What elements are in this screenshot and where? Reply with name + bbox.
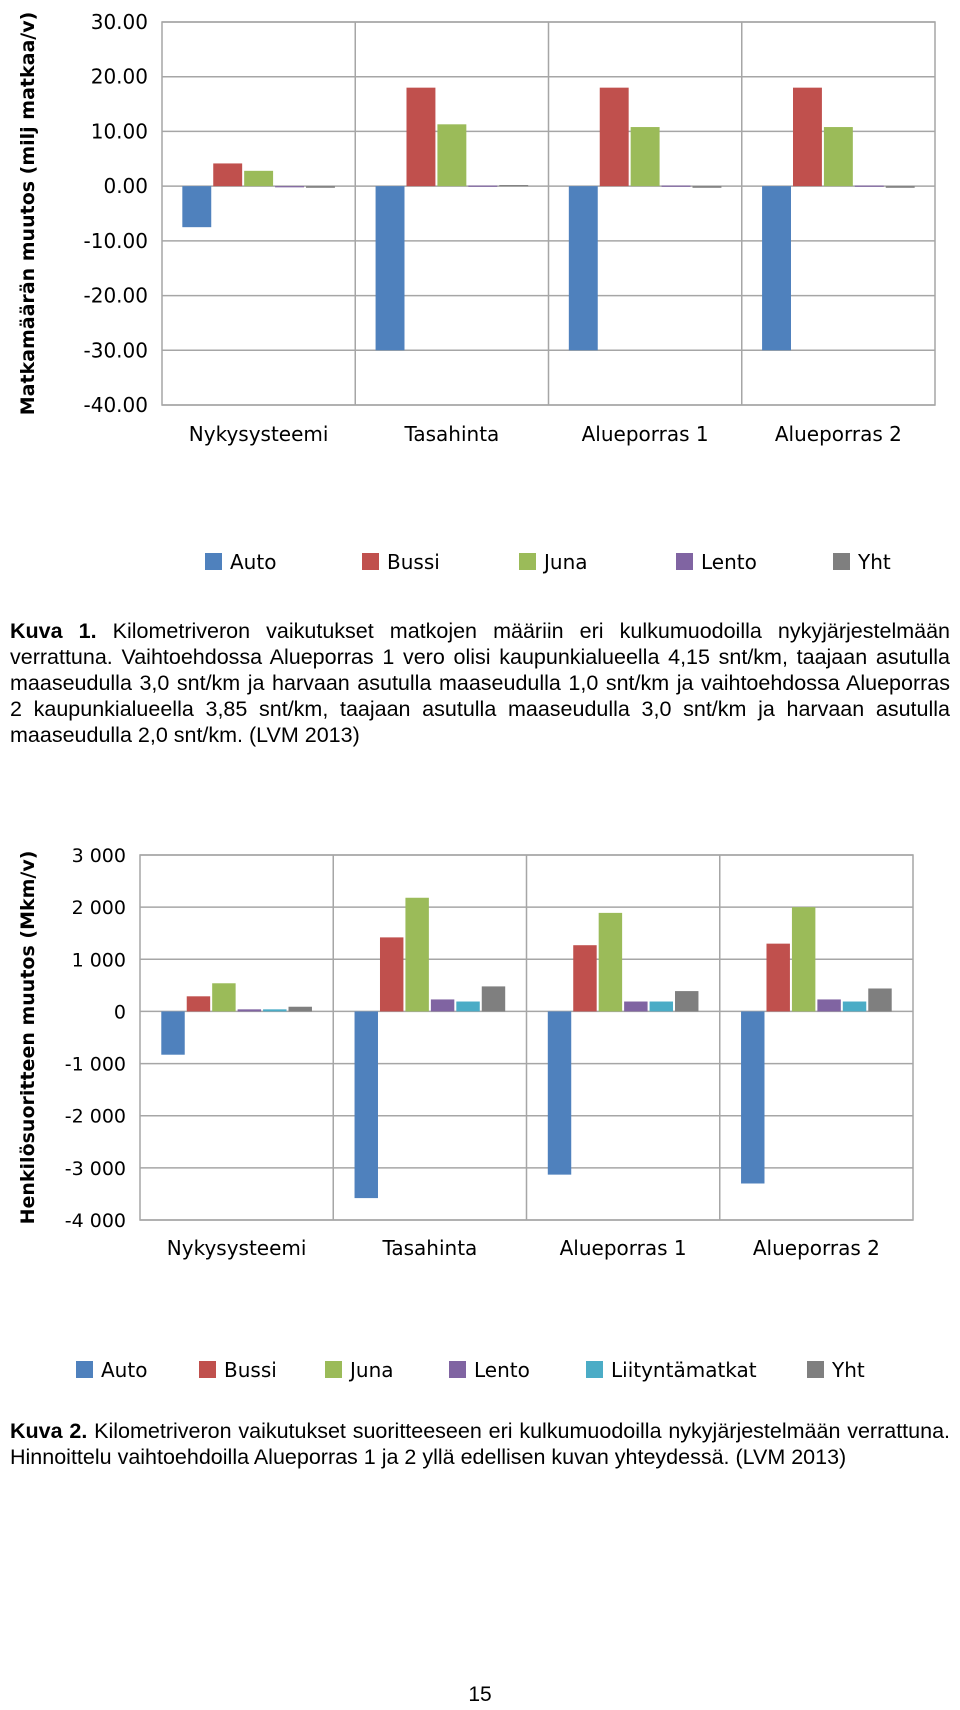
- legend-swatch: [205, 553, 222, 570]
- bar: [569, 186, 598, 350]
- y-axis-label: Matkamäärän muutos (milj matkaa/v): [17, 11, 39, 416]
- y-tick-label: 10.00: [90, 119, 148, 144]
- bar: [631, 127, 660, 186]
- legend-swatch: [833, 553, 850, 570]
- bar: [662, 186, 691, 187]
- bar: [868, 988, 891, 1011]
- y-tick-label: -1 000: [64, 1053, 126, 1076]
- bar: [437, 124, 466, 186]
- x-tick-label: Alueporras 2: [752, 1236, 880, 1260]
- bar: [499, 185, 528, 186]
- legend-swatch: [449, 1361, 466, 1378]
- bar: [693, 186, 722, 188]
- y-tick-label: 20.00: [90, 64, 148, 89]
- legend-label: Bussi: [387, 550, 440, 574]
- bar: [843, 1002, 866, 1012]
- y-tick-label: -10.00: [83, 228, 148, 253]
- bar: [212, 983, 235, 1011]
- legend-swatch: [199, 1361, 216, 1378]
- x-tick-label: Tasahinta: [382, 1236, 478, 1260]
- bar: [380, 937, 403, 1011]
- y-axis-label: Henkilösuoritteen muutos (Mkm/v): [17, 850, 39, 1225]
- bar: [187, 996, 210, 1011]
- x-tick-label: Nykysysteemi: [188, 422, 329, 446]
- y-tick-label: -3 000: [64, 1157, 126, 1180]
- bar: [675, 991, 698, 1011]
- legend-label: Juna: [350, 1358, 394, 1382]
- y-tick-label: -30.00: [83, 338, 148, 363]
- x-tick-label: Alueporras 1: [559, 1236, 687, 1260]
- legend-swatch: [586, 1361, 603, 1378]
- bar: [548, 1011, 571, 1174]
- bar: [275, 186, 304, 187]
- bar: [762, 186, 791, 350]
- bar: [650, 1002, 673, 1012]
- bar: [855, 186, 884, 187]
- legend-label: Auto: [230, 550, 277, 574]
- chart-trip-change: [0, 0, 960, 600]
- bar: [182, 186, 211, 227]
- legend-swatch: [807, 1361, 824, 1378]
- y-tick-label: 0: [113, 1001, 126, 1024]
- y-tick-label: 0.00: [103, 174, 148, 199]
- bar: [886, 186, 915, 188]
- legend-label: Yht: [832, 1358, 865, 1382]
- bar: [766, 944, 789, 1012]
- caption-label-1: Kuva 1.: [10, 619, 97, 643]
- bar: [431, 999, 454, 1011]
- bar: [406, 88, 435, 186]
- bar: [405, 898, 428, 1012]
- x-tick-label: Tasahinta: [404, 422, 500, 446]
- bar: [376, 186, 405, 350]
- figure-caption-1: [10, 618, 950, 748]
- chart-trip-change-svg: [0, 0, 960, 600]
- bar: [161, 1011, 184, 1054]
- legend-label: Juna: [544, 550, 588, 574]
- bar: [213, 163, 242, 186]
- x-tick-label: Alueporras 1: [581, 422, 709, 446]
- figure-caption-2: [10, 1418, 950, 1470]
- legend-label: Lento: [474, 1358, 530, 1382]
- bar: [624, 1002, 647, 1012]
- chart-passenger-km-change: [0, 835, 960, 1405]
- bar: [792, 907, 815, 1011]
- bar: [824, 127, 853, 186]
- legend-label: Lento: [701, 550, 757, 574]
- bar: [468, 186, 497, 187]
- bar: [599, 913, 622, 1012]
- bar: [456, 1002, 479, 1012]
- chart-passenger-km-change-svg: [0, 835, 960, 1405]
- legend-swatch: [325, 1361, 342, 1378]
- legend-swatch: [362, 553, 379, 570]
- y-tick-label: -40.00: [83, 393, 148, 417]
- bar: [741, 1011, 764, 1183]
- x-tick-label: Nykysysteemi: [166, 1236, 307, 1260]
- caption-text-2: Kilometriveron vaikutukset suoritteeseen eri kulkumuodoilla nykyjärjestelmään verrattuna. Hinnoittelu vaihtoehdoilla Alueporras 1 ja 2 yllä edellisen kuvan yhteydessä. (LVM 2013): [10, 1419, 950, 1469]
- bar: [355, 1011, 378, 1198]
- bar: [482, 986, 505, 1011]
- y-tick-label: 30.00: [90, 10, 148, 34]
- y-tick-label: -2 000: [64, 1105, 126, 1128]
- caption-text-1: Kilometriveron vaikutukset matkojen määriin eri kulkumuodoilla nykyjärjestelmään verrattuna. Vaihtoehdossa Alueporras 1 vero olisi kaupunkialueella 4,15 snt/km, taajaan asutulla maaseudulla 3,0 snt/km ja harvaan asutulla maaseudulla 1,0 snt/km ja vaihtoehdossa Alueporras 2 kaupunkialueella 3,85 snt/km, taajaan asutulla maaseudulla 3,0 snt/km ja harvaan asutulla maaseudulla 2,0 snt/km. (LVM 2013): [10, 619, 950, 747]
- legend-swatch: [676, 553, 693, 570]
- bar: [263, 1009, 286, 1011]
- bar: [289, 1007, 312, 1012]
- bar: [793, 88, 822, 186]
- y-tick-label: 1 000: [71, 949, 126, 972]
- legend-swatch: [76, 1361, 93, 1378]
- x-tick-label: Alueporras 2: [774, 422, 902, 446]
- bar: [573, 945, 596, 1011]
- page-number: 15: [468, 1683, 492, 1706]
- bar: [306, 186, 335, 188]
- bar: [244, 171, 273, 186]
- legend-label: Auto: [101, 1358, 148, 1382]
- caption-label-2: Kuva 2.: [10, 1419, 88, 1443]
- legend-swatch: [519, 553, 536, 570]
- legend-label: Liityntämatkat: [611, 1358, 757, 1382]
- bar: [600, 88, 629, 186]
- y-tick-label: 3 000: [71, 845, 126, 867]
- bar: [238, 1009, 261, 1011]
- bar: [817, 999, 840, 1011]
- legend-label: Yht: [858, 550, 891, 574]
- y-tick-label: 2 000: [71, 897, 126, 920]
- y-tick-label: -4 000: [64, 1210, 126, 1232]
- y-tick-label: -20.00: [83, 283, 148, 308]
- legend-label: Bussi: [224, 1358, 277, 1382]
